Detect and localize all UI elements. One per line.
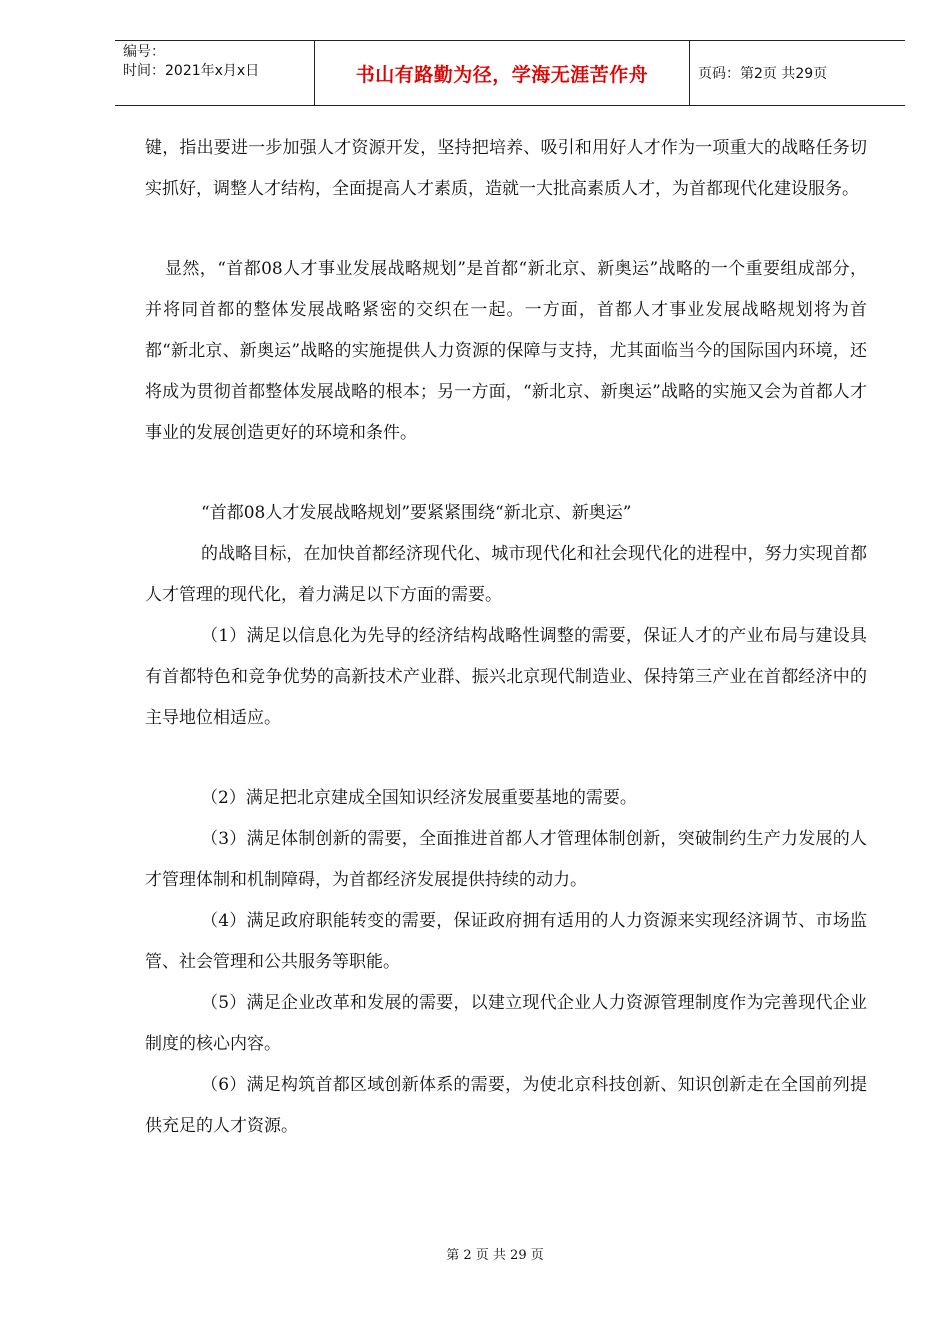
paragraph-2: 显然，“首都08人才事业发展战略规划”是首都“新北京、新奥运”战略的一个重要组成部分，并将同首都的整体发展战略紧密的交织在一起。一方面，首都人才事业发展战略规划将为首都“新北京、新奥运”战略的实施提供人力资源的保障与支持，尤其面临当今的国际国内环境，还将成为贯彻首都整体发展战略的根本；另一方面，“新北京、新奥运”战略的实施又会为首都人才事业的发展创造更好的环境和条件。: [145, 259, 867, 443]
serial-label: 编号：: [123, 44, 165, 60]
list-item-1: （1）满足以信息化为先导的经济结构战略性调整的需要，保证人才的产业布局与建设具有首都特色和竞争优势的高新技术产业群、振兴北京现代制造业、保持第三产业在首都经济中的主导地位相适应。: [145, 626, 867, 728]
paragraph-4: 的战略目标，在加快首都经济现代化、城市现代化和社会现代化的进程中，努力实现首都人才管理的现代化，着力满足以下方面的需要。: [145, 544, 867, 605]
page-footer: 第 2 页 共 29 页: [446, 1248, 544, 1263]
header-motto: 书山有路勤为径，学海无涯苦作舟: [315, 41, 690, 105]
list-item-6: （6）满足构筑首都区域创新体系的需要，为使北京科技创新、知识创新走在全国前列提供充足的人才资源。: [145, 1075, 867, 1136]
page-header: [115, 40, 905, 106]
header-meta: [115, 41, 315, 105]
paragraph-1: 键，指出要进一步加强人才资源开发，坚持把培养、吸引和用好人才作为一项重大的战略任务切实抓好，调整人才结构，全面提高人才素质，造就一大批高素质人才，为首都现代化建设服务。: [145, 138, 867, 199]
paragraph-3: “首都08人才发展战略规划”要紧紧围绕“新北京、新奥运”: [201, 503, 632, 523]
list-item-5: （5）满足企业改革和发展的需要，以建立现代企业人力资源管理制度作为完善现代企业制度的核心内容。: [145, 993, 867, 1054]
list-item-4: （4）满足政府职能转变的需要，保证政府拥有适用的人力资源来实现经济调节、市场监管、社会管理和公共服务等职能。: [145, 911, 867, 972]
document-body: [145, 128, 867, 1147]
list-item-3: （3）满足体制创新的需要，全面推进首都人才管理体制创新，突破制约生产力发展的人才管理体制和机制障碍，为首都经济发展提供持续的动力。: [145, 829, 867, 890]
time-label: 时间：2021年x月x日: [123, 63, 260, 79]
list-item-2: （2）满足把北京建成全国知识经济发展重要基地的需要。: [201, 788, 637, 808]
header-page-code: 页码：第2页 共29页: [698, 66, 828, 82]
